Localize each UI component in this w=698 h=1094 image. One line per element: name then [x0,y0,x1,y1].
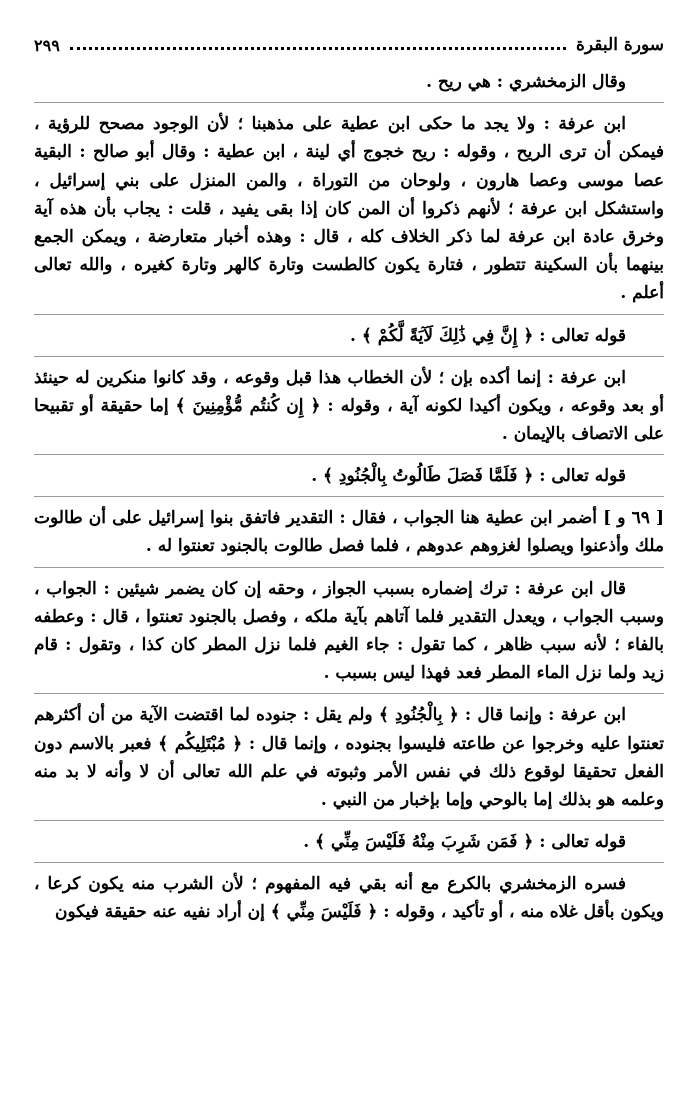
paragraph-ibn-arafa-sakina: ابن عرفة : ولا يجد ما حكى ابن عطية على مذهبنا ؛ لأن الوجود مصحح للرؤية ، فيمكن أن ترى الريح ، وقوله : ريح خجوج أي لينة ، ابن عطية : وقال أبو صالح : البقية عصا موسى وعصا هارون ، ولوحان من التوراة ، والمن المنزل على بني إسرائيل ، واستشكل ابن عرفة ؛ لأنهم ذكروا أن المن كان إذا بقى يفيد ، قلت : يجاب بأن هذه آية وخرق عادة ابن عرفة لما ذكر الخلاف كله ، قال : وهذه أخبار متعارضة ، ويمكن الجمع بينهما بأن السكينة تتطور ، فتارة يكون كالطست وتارة كالهر وتارة كغيره ، والله تعالى أعلم . [34,114,664,304]
divider [34,356,664,357]
header-dotted-leader [70,47,566,50]
page-body [34,68,664,927]
paragraph-idmar-jawaz: قال ابن عرفة : ترك إضماره بسبب الجواز ، وحقه إن كان يضمر شيئين : الجواب ، وسبب الجواب ، ويعدل التقدير فلما آتاهم بآية ملكه ، وفصل بالجنود تعنتوا ، قال : وعطفه بالفاء ؛ لأنه سبب ظاهر ، كما تقول : جاء الغيم فلما نزل المطر كان كذا ، وتقول : قام زيد ولما نزل الماء المطر فعد فهذا ليس بسبب . [34,578,664,684]
paragraph-zamakhshari-wind: وقال الزمخشري : هي ريح . [426,72,626,92]
page-number: ٢٩٩ [34,35,60,55]
paragraph-inna-emphasis: ابن عرفة : إنما أكده بإن ؛ لأن الخطاب هذا قبل وقوعه ، وقد كانوا منكرين له حينئذ أو بعد وقوعه ، ويكون أكيدا لكونه آية ، وقوله : ﴿ إِن كُنتُم مُّؤْمِنِينَ ﴾ إما حقيقة أو تقبيحا على الاتصاف بالإيمان . [34,367,664,445]
divider [34,102,664,103]
verse-heading-talut: قوله تعالى : ﴿ فَلَمَّا فَصَلَ طَالُوتُ بِالْجُنُودِ ﴾ . [311,466,626,487]
verse-heading-sharib: قوله تعالى : ﴿ فَمَن شَرِبَ مِنْهُ فَلَيْسَ مِنِّي ﴾ . [303,832,626,853]
divider [34,820,664,821]
paragraph-karaa: فسره الزمخشري بالكرع مع أنه بقي فيه المفهوم ؛ لأن الشرب منه يكون كرعا ، ويكون بأقل غلاه منه ، أو تأكيد ، وقوله : ﴿ فَلَيْسَ مِنِّي ﴾ إن أراد نفيه عنه حقيقة فيكون [34,874,664,923]
divider [34,496,664,497]
divider [34,693,664,694]
divider [34,567,664,568]
verse-heading-ayah: قوله تعالى : ﴿ إِنَّ فِي ذَٰلِكَ لَآيَةً لَّكُمْ ﴾ . [350,325,626,346]
divider [34,454,664,455]
divider [34,862,664,863]
paragraph-bil-junud: ابن عرفة : وإنما قال : ﴿ بِالْجُنُودِ ﴾ ولم يقل : جنوده لما اقتضت الآية من أن أكثرهم تعنتوا عليه وخرجوا عن طاعته فليسوا بجنوده ، وإنما قال : ﴿ مُبْتَلِيكُم ﴾ فعبر بالاسم دون الفعل تحقيقا لوقوع ذلك في نفس الأمر وثبوته في علم الله تعالى أن لا وأنه لا بد منه وعلمه هو بذلك إما بالوحي وإما بإخبار من النبي . [34,705,664,811]
surah-title: سورة البقرة [576,35,664,55]
running-header [34,28,664,62]
paragraph-ibn-atiyya-jawab: [ ٦٩ و ] أضمر ابن عطية هنا الجواب ، فقال : التقدير فاتفق بنوا إسرائيل على أن طالوت ملك وأذعنوا ويصلوا لغزوهم عدوهم ، فلما فصل طالوت بالجنود تعنتوا له . [34,508,664,557]
divider [34,314,664,315]
